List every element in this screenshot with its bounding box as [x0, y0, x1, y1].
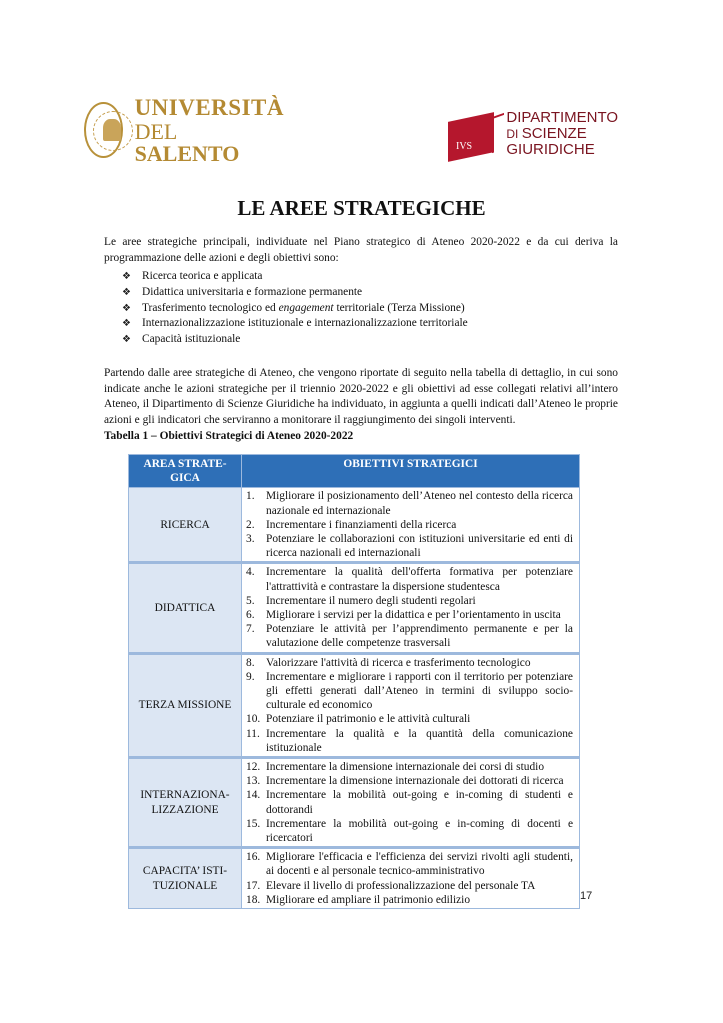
objective-item [246, 622, 573, 650]
objective-number: 3. [246, 533, 255, 546]
list-item: ❖ Capacità istituzionale [122, 332, 468, 348]
objective-text: Incrementare la dimensione internazionale dei dottorati di ricerca [266, 775, 564, 788]
objective-item [246, 879, 573, 893]
objectives-cell [242, 488, 580, 563]
objective-number: 8. [246, 656, 255, 669]
objectives-list [246, 565, 573, 650]
strategic-objectives-table [128, 454, 580, 909]
diamond-bullet-icon: ❖ [122, 271, 131, 282]
objective-item [246, 760, 573, 774]
objective-number: 4. [246, 566, 255, 579]
objective-item [246, 532, 573, 560]
objective-item [246, 788, 573, 816]
objective-item [246, 656, 573, 670]
intro-paragraph: Le aree strategiche principali, individuate nel Piano strategico di Ateneo 2020-2022 e da cui deriva la programmazione delle azioni e degli obiettivi sono: [104, 236, 618, 264]
diamond-bullet-icon: ❖ [122, 334, 131, 346]
objective-text: Migliorare l'efficacia e l'efficienza dei servizi rivolti agli studenti, ai docenti e al personale tecnico-amministrativo [266, 851, 573, 878]
body-paragraph: Partendo dalle aree strategiche di Ateneo, che vengono riportate di seguito nella tabella di dettaglio, in cui sono indicate anche le azioni strategiche per il triennio 2020-2022 e gli obiettivi ad esse collegati relativi all’intero Ateneo, il Dipartimento di Scienze Giuridiche ha individuato, in aggiunta a quelli indicati dall’Ateneo le proprie azioni e gli indicatori che serviranno a monitorare il raggiungimento dei singoli interventi. [104, 367, 618, 427]
table-row [129, 563, 580, 653]
objective-item [246, 727, 573, 755]
page-title: LE AREE STRATEGICHE [237, 196, 486, 220]
diamond-bullet-icon: ❖ [122, 302, 131, 314]
objective-number: 13. [246, 775, 261, 788]
list-item: ❖ Internazionalizzazione istituzionale e internazionalizzazione territoriale [122, 316, 468, 332]
area-cell: CAPACITA’ ISTI-TUZIONALE [129, 848, 242, 909]
objective-item [246, 518, 573, 532]
objective-text: Incrementare la mobilità out-going e in-coming di studenti e dottorandi [266, 789, 573, 816]
university-name: UNIVERSITÀ DEL SALENTO [134, 94, 284, 166]
objective-text: Elevare il livello di professionalizzazione del personale TA [266, 879, 536, 892]
objectives-list [246, 760, 573, 845]
objective-text: Incrementare e migliorare i rapporti con il territorio per potenziare gli effetti generati dall’Ateneo in termini di sviluppo socio-culturale ed economico [266, 670, 573, 712]
objective-number: 15. [246, 817, 261, 830]
objective-number: 11. [246, 727, 260, 740]
objective-number: 2. [246, 518, 255, 531]
objective-item [246, 774, 573, 788]
objective-item [246, 670, 573, 713]
objective-text: Incrementare la dimensione internazionale dei corsi di studio [266, 761, 545, 774]
objective-number: 5. [246, 594, 255, 607]
diamond-bullet-icon: ❖ [122, 318, 131, 330]
objective-text: Potenziare il patrimonio e le attività culturali [266, 713, 471, 726]
objective-item [246, 608, 573, 622]
objective-item [246, 594, 573, 608]
area-cell: DIDATTICA [129, 563, 242, 653]
objective-number: 14. [246, 789, 261, 802]
objective-item [246, 712, 573, 726]
department-logo [448, 104, 668, 164]
objective-number: 7. [246, 623, 255, 636]
objective-text: Potenziare le attività per l’apprendimento permanente e per la valutazione delle competenze trasversali [266, 623, 573, 650]
objective-text: Valorizzare l'attività di ricerca e trasferimento tecnologico [266, 656, 531, 669]
objective-number: 1. [246, 490, 255, 503]
header-area: AREA STRATE-GICA [129, 455, 242, 488]
objectives-cell [242, 758, 580, 848]
objective-text: Migliorare il posizionamento dell’Ateneo nel contesto della ricerca nazionale ed internazionale [266, 490, 573, 517]
table-row [129, 848, 580, 909]
objectives-list [246, 850, 573, 907]
objective-text: Incrementare i finanziamenti della ricerca [266, 518, 457, 531]
university-logo [84, 94, 284, 166]
objective-number: 9. [246, 670, 255, 683]
objective-number: 18. [246, 893, 261, 906]
diamond-bullet-icon: ❖ [122, 286, 131, 298]
strategic-areas-list [122, 269, 468, 348]
university-seal-icon [84, 102, 123, 158]
objective-number: 17. [246, 879, 261, 892]
objective-item [246, 565, 573, 593]
objective-number: 12. [246, 761, 261, 774]
header-objectives: OBIETTIVI STRATEGICI [242, 455, 580, 488]
objectives-list [246, 656, 573, 755]
table-row [129, 653, 580, 757]
table-caption: Tabella 1 – Obiettivi Strategici di Ateneo 2020-2022 [104, 430, 354, 442]
objective-text: Incrementare la mobilità out-going e in-coming di docenti e ricercatori [266, 817, 573, 845]
objectives-cell [242, 563, 580, 653]
objective-text: Migliorare i servizi per la didattica e per l’orientamento in uscita [266, 609, 561, 622]
objectives-cell [242, 653, 580, 757]
objective-item [246, 893, 573, 907]
area-cell: RICERCA [129, 488, 242, 563]
objective-text: Migliorare ed ampliare il patrimonio edilizio [266, 893, 471, 906]
ius-book-icon: IVS [448, 111, 500, 157]
objective-item [246, 489, 573, 517]
objective-item [246, 850, 573, 878]
list-item: ❖ Trasferimento tecnologico ed engagement territoriale (Terza Missione) [122, 301, 468, 317]
area-cell: INTERNAZIONA-LIZZAZIONE [129, 758, 242, 848]
department-name: DIPARTIMENTO DI SCIENZE GIURIDICHE [506, 109, 619, 158]
objective-text: Incrementare il numero degli studenti regolari [266, 594, 476, 607]
objectives-cell [242, 848, 580, 909]
objective-text: Potenziare le collaborazioni con istituzioni universitarie ed enti di ricerca nazionali ed internazionali [266, 533, 573, 560]
page-number: 17 [580, 890, 593, 902]
objective-text: Incrementare la qualità dell'offerta formativa per potenziare l'attrattività e contrastare la dispersione studentesca [266, 566, 573, 593]
table-row [129, 758, 580, 848]
list-item: ❖ Ricerca teorica e applicata [122, 269, 468, 285]
area-cell: TERZA MISSIONE [129, 653, 242, 757]
list-item: ❖ Didattica universitaria e formazione permanente [122, 285, 468, 301]
table-row [129, 488, 580, 563]
objective-text: Incrementare la qualità e la quantità della comunicazione istituzionale [266, 727, 573, 754]
objective-number: 6. [246, 609, 255, 622]
objective-number: 16. [246, 851, 261, 864]
objectives-list [246, 489, 573, 560]
table-header-row [129, 455, 580, 488]
objective-number: 10. [246, 713, 261, 726]
objective-item [246, 817, 573, 845]
